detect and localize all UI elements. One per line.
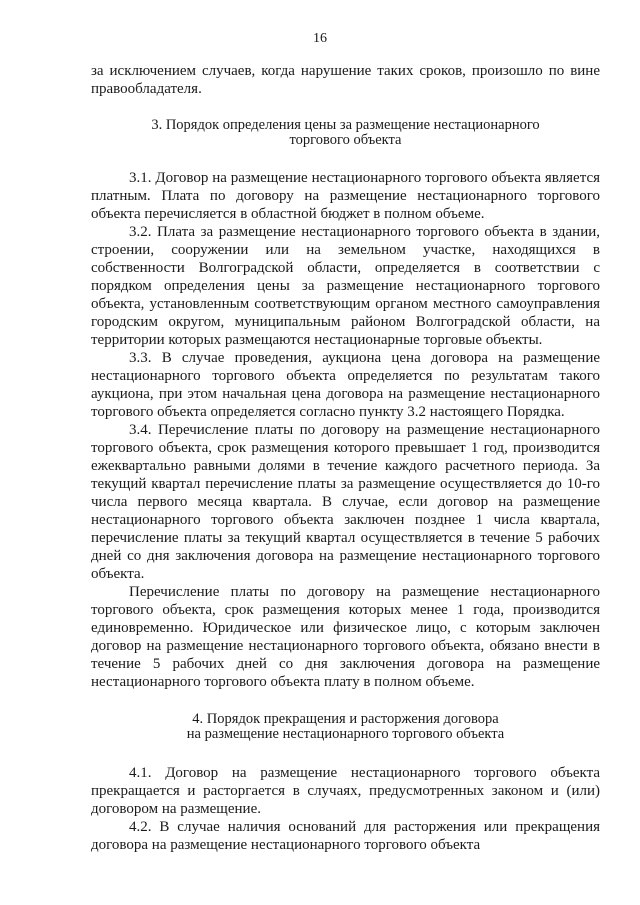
paragraph-3-4: 3.4. Перечисление платы по договору на размещение нестационарного торгового объекта, срок размещения которого превышает 1 год, производится ежеквартально равными долями в течение каждого расчетного периода. За текущий квартал перечисление платы за размещение осуществляется до 10-го числа первого месяца квартала. В случае, если договор на размещение нестационарного торгового объекта заключен позднее 1 числа квартала, перечисление платы за текущий квартал осуществляется в течение 5 рабочих дней со дня заключения договора на размещение нестационарного торгового объекта.	[91, 422, 600, 582]
document-body	[91, 62, 600, 854]
section-heading-4	[91, 712, 600, 742]
paragraph-3-2: 3.2. Плата за размещение нестационарного торгового объекта в здании, строении, сооружении или на земельном участке, находящихся в собственности Волгоградской области, определяется в соответствии с порядком определения цены за размещение нестационарного торгового объекта, установленным соответствующим органом местного самоуправления городским округом, муниципальным районом Волгоградской области, на территории которых размещаются нестационарные торговые объекты.	[91, 224, 600, 348]
section-heading-3	[91, 118, 600, 148]
paragraph: за исключением случаев, когда нарушение таких сроков, произошло по вине правообладателя.	[91, 63, 600, 97]
heading-line: торгового объекта	[289, 132, 402, 148]
paragraph-3-4-continued: Перечисление платы по договору на размещение нестационарного торгового объекта, срок размещения которых менее 1 года, производится единовременно. Юридическое или физическое лицо, с которым заключен договор на размещение нестационарного торгового объекта, обязано внести в течение 5 рабочих дней со дня заключения договора на размещение нестационарного торгового объекта плату в полном объеме.	[91, 584, 600, 690]
paragraph-3-3: 3.3. В случае проведения, аукциона цена договора на размещение нестационарного торгового объекта определяется по результатам такого аукциона, при этом начальная цена договора на размещение нестационарного торгового объекта определяется согласно пункту 3.2 настоящего Порядка.	[91, 350, 600, 420]
heading-line: 3. Порядок определения цены за размещение нестационарного	[151, 117, 540, 133]
paragraph-4-2: 4.2. В случае наличия оснований для расторжения или прекращения договора на размещение нестационарного торгового объекта	[91, 819, 600, 853]
paragraph-3-1: 3.1. Договор на размещение нестационарного торгового объекта является платным. Плата по договору на размещение нестационарного торгового объекта перечисляется в областной бюджет в полном объеме.	[91, 170, 600, 222]
heading-line: 4. Порядок прекращения и расторжения договора	[192, 711, 499, 727]
heading-line: на размещение нестационарного торгового объекта	[186, 726, 505, 742]
paragraph-4-1: 4.1. Договор на размещение нестационарного торгового объекта прекращается и расторгается в случаях, предусмотренных законом и (или) договором на размещение.	[91, 765, 600, 817]
page-number: 16	[313, 31, 327, 46]
